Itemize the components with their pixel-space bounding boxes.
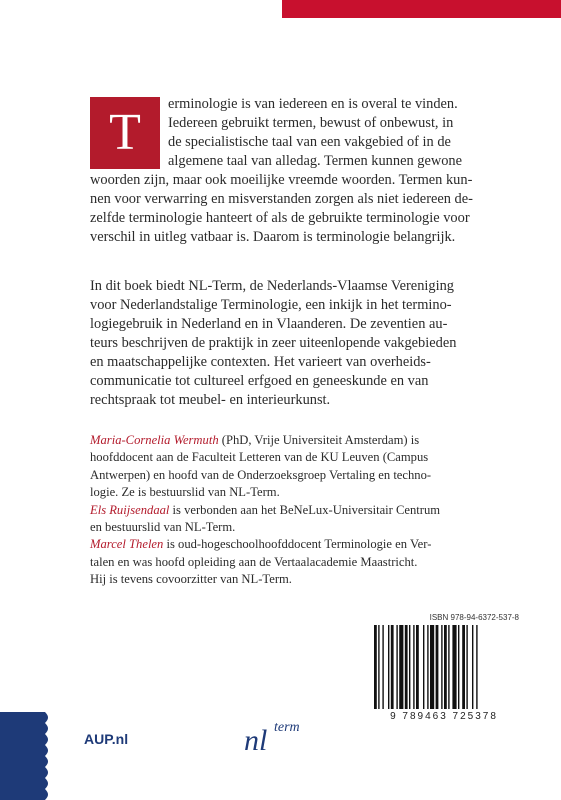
- text-line: nen voor verwarring en misverstanden zorgen als niet iedereen de-: [90, 191, 473, 207]
- author-name-wermuth: Maria-Cornelia Wermuth: [90, 433, 219, 447]
- bio-line: hoofddocent aan de Faculteit Letteren van de KU Leuven (Campus: [90, 450, 429, 465]
- author-bios: [90, 432, 470, 589]
- isbn-label: ISBN 978-94-6372-537-8: [429, 613, 519, 622]
- text-line: rechtspraak tot meubel- en interieurkunst.: [90, 392, 331, 408]
- bio-line: Antwerpen) en hoofd van de Onderzoeksgroep Vertaling en techno-: [90, 467, 432, 482]
- top-accent-bar: [282, 0, 561, 18]
- summary-paragraph: [90, 277, 470, 410]
- text-line: communicatie tot cultureel erfgoed en geneeskunde en van: [90, 373, 429, 389]
- bio-line: Els Ruijsendaal is verbonden aan het BeNeLux-Universitair Centrum: [90, 502, 441, 517]
- text-line: erminologie is van iedereen en is overal te vinden.: [168, 96, 458, 112]
- bio-line: Marcel Thelen is oud-hogeschoolhoofddocent Terminologie en Ver-: [90, 537, 432, 552]
- dropcap: T: [90, 97, 160, 169]
- stamp-edge-icon: [41, 712, 49, 800]
- barcode-digits: 9 789463 725378: [390, 711, 498, 722]
- bio-line: Hij is tevens covoorzitter van NL-Term.: [90, 572, 292, 587]
- intro-paragraph: [90, 95, 473, 247]
- bio-line: logie. Ze is bestuurslid van NL-Term.: [90, 485, 280, 500]
- text-line: zelfde terminologie hanteert of als de gebruikte terminologie voor: [90, 210, 470, 226]
- nlterm-logo: [244, 718, 314, 762]
- author-name-thelen: Marcel Thelen: [90, 537, 164, 552]
- bio-line: Maria-Cornelia Wermuth (PhD, Vrije Universiteit Amsterdam) is: [90, 433, 420, 447]
- isbn-barcode: [369, 613, 519, 724]
- text-line: logiegebruik in Nederland en in Vlaanderen. De zeventien au-: [90, 316, 448, 332]
- text-line: verschil in uitleg vatbaar is. Daarom is terminologie belangrijk.: [90, 229, 456, 245]
- publisher-logo: AUP.nl: [84, 731, 129, 747]
- text-line: teurs beschrijven de praktijk in zeer uiteenlopende vakgebieden: [90, 335, 457, 351]
- text-line: en maatschappelijke contexten. Het varieert van overheids-: [90, 354, 431, 370]
- text-line: de specialistische taal van een vakgebied of in de: [168, 134, 451, 150]
- barcode-icon: [371, 625, 517, 711]
- text-line: voor Nederlandstalige Terminologie, een inkijk in het termino-: [90, 297, 452, 313]
- text-line: woorden zijn, maar ook moeilijke vreemde woorden. Termen kun-: [90, 172, 473, 188]
- nlterm-term: term: [274, 720, 300, 735]
- author-name-ruijsendaal: Els Ruijsendaal: [90, 502, 170, 517]
- text-line: Iedereen gebruikt termen, bewust of onbewust, in: [168, 115, 454, 131]
- bio-line: talen en was hoofd opleiding aan de Vertaalacademie Maastricht.: [90, 554, 418, 569]
- stamp-band: [0, 712, 45, 800]
- text-line: In dit boek biedt NL-Term, de Nederlands-Vlaamse Vereniging: [90, 278, 454, 294]
- bio-line: en bestuurslid van NL-Term.: [90, 520, 236, 535]
- text-line: algemene taal van alledag. Termen kunnen gewone: [168, 153, 463, 169]
- nlterm-nl: nl: [244, 724, 268, 757]
